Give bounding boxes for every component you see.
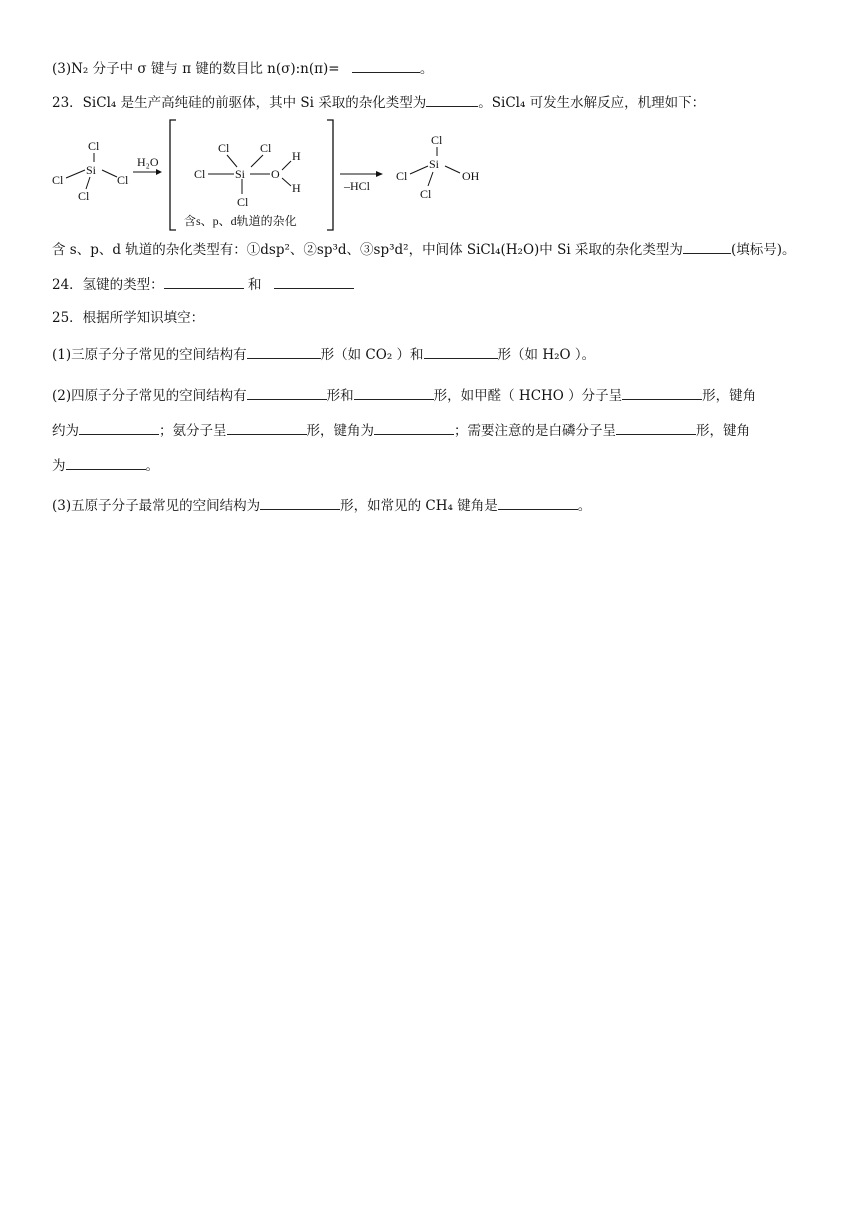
reactant-sicl4 [52, 139, 129, 203]
answer-blank[interactable] [274, 274, 354, 289]
product-sicl3oh [396, 133, 480, 201]
answer-blank[interactable] [616, 420, 696, 435]
answer-blank[interactable] [164, 274, 244, 289]
atom-label: Cl [88, 139, 100, 153]
right-bracket [327, 120, 333, 230]
atom-label: Cl [52, 173, 64, 187]
atom-label: Cl [431, 133, 443, 147]
q25-p2-b: 形和 [326, 388, 354, 404]
reaction-arrow-1 [133, 155, 162, 175]
arrow-label: –HCl [344, 179, 371, 193]
bond-line [251, 155, 263, 167]
atom-label: Cl [396, 169, 408, 183]
atom-label: Si [429, 157, 440, 171]
answer-blank[interactable] [227, 420, 307, 435]
q25-part2-line1 [52, 385, 756, 406]
arrow-head [156, 169, 162, 175]
q25-p1-a: (1)三原子分子常见的空间结构有 [52, 347, 247, 363]
q23-part1: 23．SiCl₄ 是生产高纯硅的前驱体，其中 Si 采取的杂化类型为 [52, 95, 427, 111]
q25-p2-f: ；氨分子呈 [159, 423, 227, 439]
atom-label: Cl [218, 141, 230, 155]
q25-p2-i: 形，键角 [696, 423, 750, 439]
q22-part3 [52, 58, 433, 79]
answer-blank[interactable] [247, 344, 321, 359]
answer-blank[interactable] [352, 58, 420, 73]
bond-line [282, 178, 291, 186]
q23-part2: 。SiCl₄ 可发生水解反应，机理如下： [478, 95, 706, 111]
atom-label: Cl [117, 173, 129, 187]
q23-line2 [52, 239, 795, 260]
q23-line2-text: 含 s、p、d 轨道的杂化类型有：①dsp²、②sp³d、③sp³d²，中间体 SiCl₄(H₂O)中 Si 采取的杂化类型为 [52, 242, 683, 258]
q25-p2-d: 形，键角 [702, 388, 757, 404]
arrow-head [376, 171, 383, 177]
q25-part1 [52, 344, 595, 365]
answer-blank[interactable] [498, 495, 578, 510]
q25-p2-c: 形，如甲醛（ HCHO ）分子呈 [433, 388, 623, 404]
atom-label: H [292, 181, 301, 195]
atom-label: Si [86, 163, 97, 177]
q25-p1-c: 形（如 H₂O ）。 [497, 347, 596, 363]
q25-part3 [52, 495, 591, 516]
bond-line [102, 170, 117, 177]
atom-label: H [292, 149, 301, 163]
q25-p1-b: 形（如 CO₂ ）和 [320, 347, 424, 363]
atom-label: O [271, 167, 280, 181]
hydrolysis-mechanism-diagram [44, 116, 504, 236]
arrow-label: H₂O [137, 155, 159, 169]
q25-p3-a: (3)五原子分子最常见的空间结构为 [52, 498, 261, 514]
q25-part2-line3 [52, 455, 159, 476]
q22-part3-text: (3)N₂ 分子中 σ 键与 π 键的数目比 n(σ):n(π)= [52, 61, 340, 77]
q24 [52, 274, 354, 295]
q25-p3-b: 形，如常见的 CH₄ 键角是 [340, 498, 498, 514]
q25-p2-h: ；需要注意的是白磷分子呈 [454, 423, 616, 439]
bond-line [428, 172, 433, 186]
q24-and: 和 [247, 277, 262, 293]
bond-line [410, 166, 428, 174]
atom-label: Cl [194, 167, 206, 181]
bond-line [86, 177, 90, 189]
answer-blank[interactable] [683, 239, 731, 254]
bond-line [282, 161, 291, 170]
q23-line2-end: (填标号)。 [730, 242, 796, 258]
answer-blank[interactable] [426, 92, 478, 107]
answer-blank[interactable] [374, 420, 454, 435]
q25-p2-a: (2)四原子分子常见的空间结构有 [52, 388, 247, 404]
reaction-arrow-2 [340, 171, 383, 193]
atom-label: Cl [420, 187, 432, 201]
q25-part2-line2 [52, 420, 750, 441]
atom-label: Cl [237, 195, 249, 209]
q25-p2-e: 约为 [52, 423, 79, 439]
q25-p2-j: 为 [52, 458, 66, 474]
bond-line [227, 155, 237, 167]
q25-title: 25．根据所学知识填空： [52, 310, 205, 326]
answer-blank[interactable] [622, 385, 702, 400]
answer-blank[interactable] [79, 420, 159, 435]
answer-blank[interactable] [424, 344, 498, 359]
q23-line1 [52, 92, 705, 113]
bond-line [66, 170, 85, 178]
answer-blank[interactable] [66, 455, 146, 470]
answer-blank[interactable] [247, 385, 327, 400]
q22-part3-end: 。 [419, 61, 434, 77]
answer-blank[interactable] [260, 495, 340, 510]
intermediate-caption: 含s、p、d轨道的杂化 [184, 214, 297, 228]
atom-label: Cl [260, 141, 272, 155]
intermediate-sicl4-h2o [184, 141, 301, 228]
bond-line [445, 166, 460, 173]
q25-p2-k: 。 [145, 458, 159, 474]
q25-p3-c: 。 [577, 498, 592, 514]
q24-text: 24．氢键的类型： [52, 277, 164, 293]
atom-label: Si [235, 167, 246, 181]
left-bracket [170, 120, 176, 230]
atom-label: OH [462, 169, 480, 183]
answer-blank[interactable] [354, 385, 434, 400]
atom-label: Cl [78, 189, 90, 203]
q25-p2-g: 形，键角为 [306, 423, 374, 439]
